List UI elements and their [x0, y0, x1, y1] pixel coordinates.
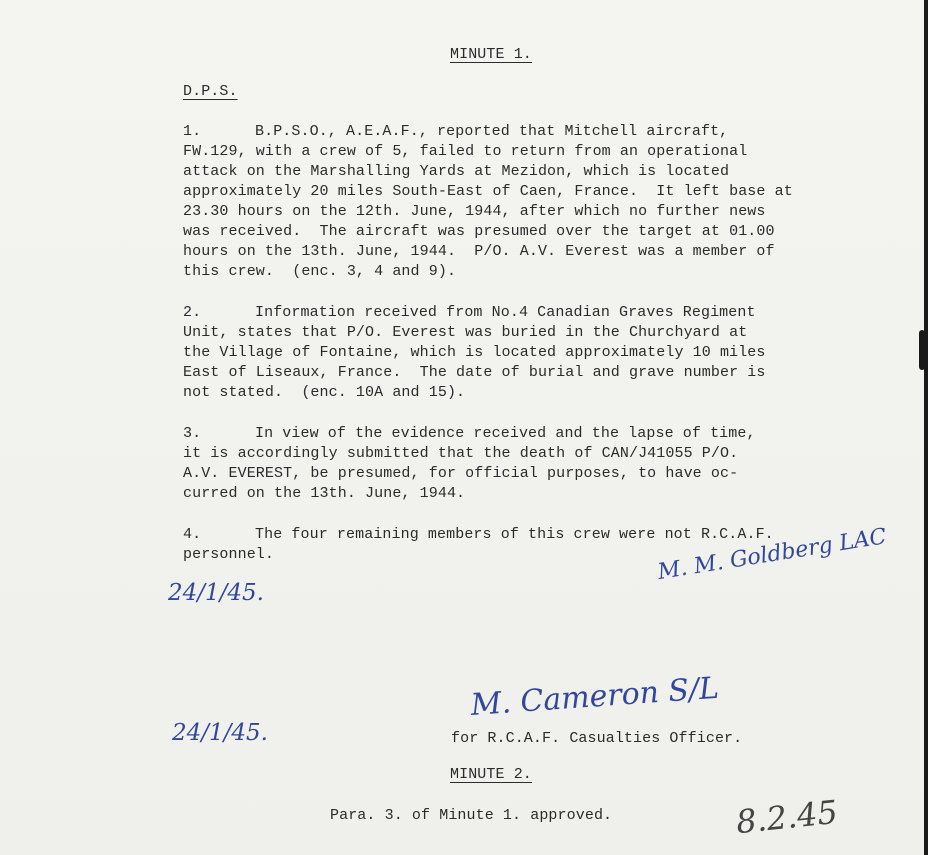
- paragraph-line: In view of the evidence received and the lapse of time,: [255, 425, 756, 442]
- paragraph-line: Information received from No.4 Canadian Graves Regiment: [255, 304, 756, 321]
- paragraph-number: 2.: [183, 304, 202, 321]
- paragraph-line: hours on the 13th. June, 1944. P/O. A.V. Everest was a member of: [183, 243, 775, 260]
- minute-2-heading: MINUTE 2.: [450, 766, 532, 783]
- signature-cameron: M. Cameron S/L: [469, 670, 721, 723]
- paragraph-line: Unit, states that P/O. Everest was buried in the Churchyard at: [183, 324, 748, 341]
- pencil-date: 8.2.45: [734, 792, 840, 842]
- paragraph-line: it is accordingly submitted that the death of CAN/J41055 P/O.: [183, 445, 739, 462]
- paragraph-line: 23.30 hours on the 12th. June, 1944, after which no further news: [183, 203, 766, 220]
- minute-1-heading: MINUTE 1.: [450, 46, 532, 63]
- page-edge: [924, 0, 928, 855]
- paragraph-line: personnel.: [183, 546, 275, 563]
- paragraph-line: was received. The aircraft was presumed over the target at 01.00: [183, 223, 775, 240]
- paragraph-line: curred on the 13th. June, 1944.: [183, 485, 466, 502]
- handwritten-date-2: 24/1/45.: [172, 720, 268, 746]
- paragraph-number: 4.: [183, 526, 202, 543]
- paragraph-line: the Village of Fontaine, which is located approximately 10 miles: [183, 344, 766, 361]
- paragraph-number: 3.: [183, 425, 202, 442]
- paragraph-number: 1.: [183, 123, 202, 140]
- signoff-line: for R.C.A.F. Casualties Officer.: [451, 730, 743, 747]
- paragraph-line: approximately 20 miles South-East of Caen, France. It left base at: [183, 183, 793, 200]
- paragraph-line: A.V. EVEREST, be presumed, for official purposes, to have oc-: [183, 465, 739, 482]
- paragraph-line: B.P.S.O., A.E.A.F., reported that Mitchell aircraft,: [255, 123, 729, 140]
- handwritten-date-1: 24/1/45.: [168, 580, 264, 606]
- paragraph-line: attack on the Marshalling Yards at Mezidon, which is located: [183, 163, 730, 180]
- paragraph-line: East of Liseaux, France. The date of burial and grave number is: [183, 364, 766, 381]
- paragraph-line: The four remaining members of this crew were not R.C.A.F.: [255, 526, 774, 543]
- paragraph-line: not stated. (enc. 10A and 15).: [183, 384, 466, 401]
- signature-goldberg: M. M. Goldberg LAC: [656, 524, 889, 585]
- addressee: D.P.S.: [183, 83, 238, 100]
- paragraph-line: this crew. (enc. 3, 4 and 9).: [183, 263, 457, 280]
- paragraph-line: FW.129, with a crew of 5, failed to return from an operational: [183, 143, 748, 160]
- page-edge-notch: [919, 330, 925, 370]
- minute-2-text: Para. 3. of Minute 1. approved.: [330, 807, 613, 824]
